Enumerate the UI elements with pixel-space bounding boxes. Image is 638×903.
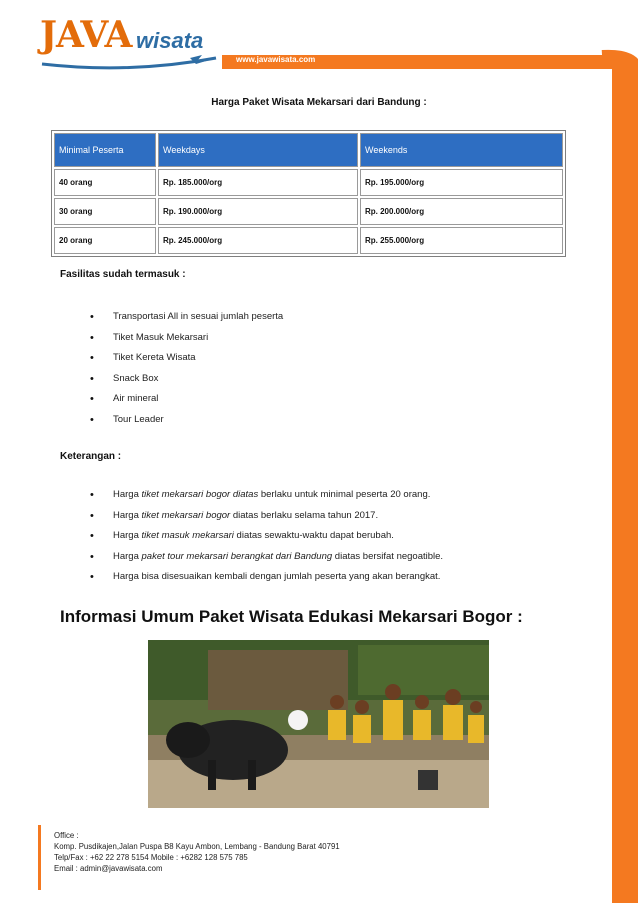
table-header-cell: Weekdays — [158, 133, 358, 167]
list-item: • Harga paket tour mekarsari berangkat dari Bandung diatas bersifat negoatible. — [113, 551, 443, 572]
info-heading: Informasi Umum Paket Wisata Edukasi Mekarsari Bogor : — [60, 607, 523, 626]
table-row — [54, 169, 563, 196]
list-item: • Tour Leader — [113, 414, 283, 435]
table-row — [54, 198, 563, 225]
list-item: • Harga tiket masuk mekarsari diatas sewaktu-waktu dapat berubah. — [113, 530, 443, 551]
table-cell: 20 orang — [54, 227, 156, 254]
price-table-title: Harga Paket Wisata Mekarsari dari Bandung : — [211, 97, 427, 108]
notes-heading: Keterangan : — [60, 451, 122, 462]
footer-accent-stripe — [38, 825, 41, 890]
facilities-list — [113, 311, 283, 435]
table-cell: 40 orang — [54, 169, 156, 196]
list-item: • Snack Box — [113, 373, 283, 394]
list-item: • Tiket Masuk Mekarsari — [113, 332, 283, 353]
table-cell: Rp. 195.000/org — [360, 169, 563, 196]
table-header-cell: Weekends — [360, 133, 563, 167]
table-header-row — [54, 133, 563, 167]
footer-office — [54, 830, 340, 874]
header-url[interactable]: www.javawisata.com — [236, 55, 316, 64]
list-item: • Tiket Kereta Wisata — [113, 352, 283, 373]
company-logo — [40, 14, 220, 72]
price-table — [51, 130, 566, 257]
table-cell: Rp. 190.000/org — [158, 198, 358, 225]
table-cell: 30 orang — [54, 198, 156, 225]
logo-java-text: JAVA — [40, 14, 132, 56]
list-item: • Harga tiket mekarsari bogor diatas berlaku untuk minimal peserta 20 orang. — [113, 489, 443, 510]
list-item: • Harga bisa disesuaikan kembali dengan jumlah peserta yang akan berangkat. — [113, 571, 443, 592]
plane-swoosh-icon — [40, 54, 220, 72]
table-cell: Rp. 245.000/org — [158, 227, 358, 254]
notes-list — [113, 489, 443, 592]
table-header-cell: Minimal Peserta — [54, 133, 156, 167]
photo-children-with-buffalo — [148, 640, 489, 808]
list-item: • Transportasi All in sesuai jumlah peserta — [113, 311, 283, 332]
office-address: Komp. Pusdikajen,Jalan Puspa B8 Kayu Ambon, Lembang - Bandung Barat 40791 — [54, 842, 340, 851]
right-decorative-stripe — [612, 60, 638, 903]
list-item: • Harga tiket mekarsari bogor diatas berlaku selama tahun 2017. — [113, 510, 443, 531]
office-phone: Telp/Fax : +62 22 278 5154 Mobile : +6282 128 575 785 — [54, 853, 248, 862]
logo-wisata-text: wisata — [136, 28, 204, 53]
list-item: • Air mineral — [113, 393, 283, 414]
facilities-heading: Fasilitas sudah termasuk : — [60, 269, 186, 280]
table-cell: Rp. 255.000/org — [360, 227, 563, 254]
office-email[interactable]: Email : admin@javawisata.com — [54, 864, 163, 873]
table-row — [54, 227, 563, 254]
office-label: Office : — [54, 831, 79, 840]
table-cell: Rp. 200.000/org — [360, 198, 563, 225]
table-cell: Rp. 185.000/org — [158, 169, 358, 196]
